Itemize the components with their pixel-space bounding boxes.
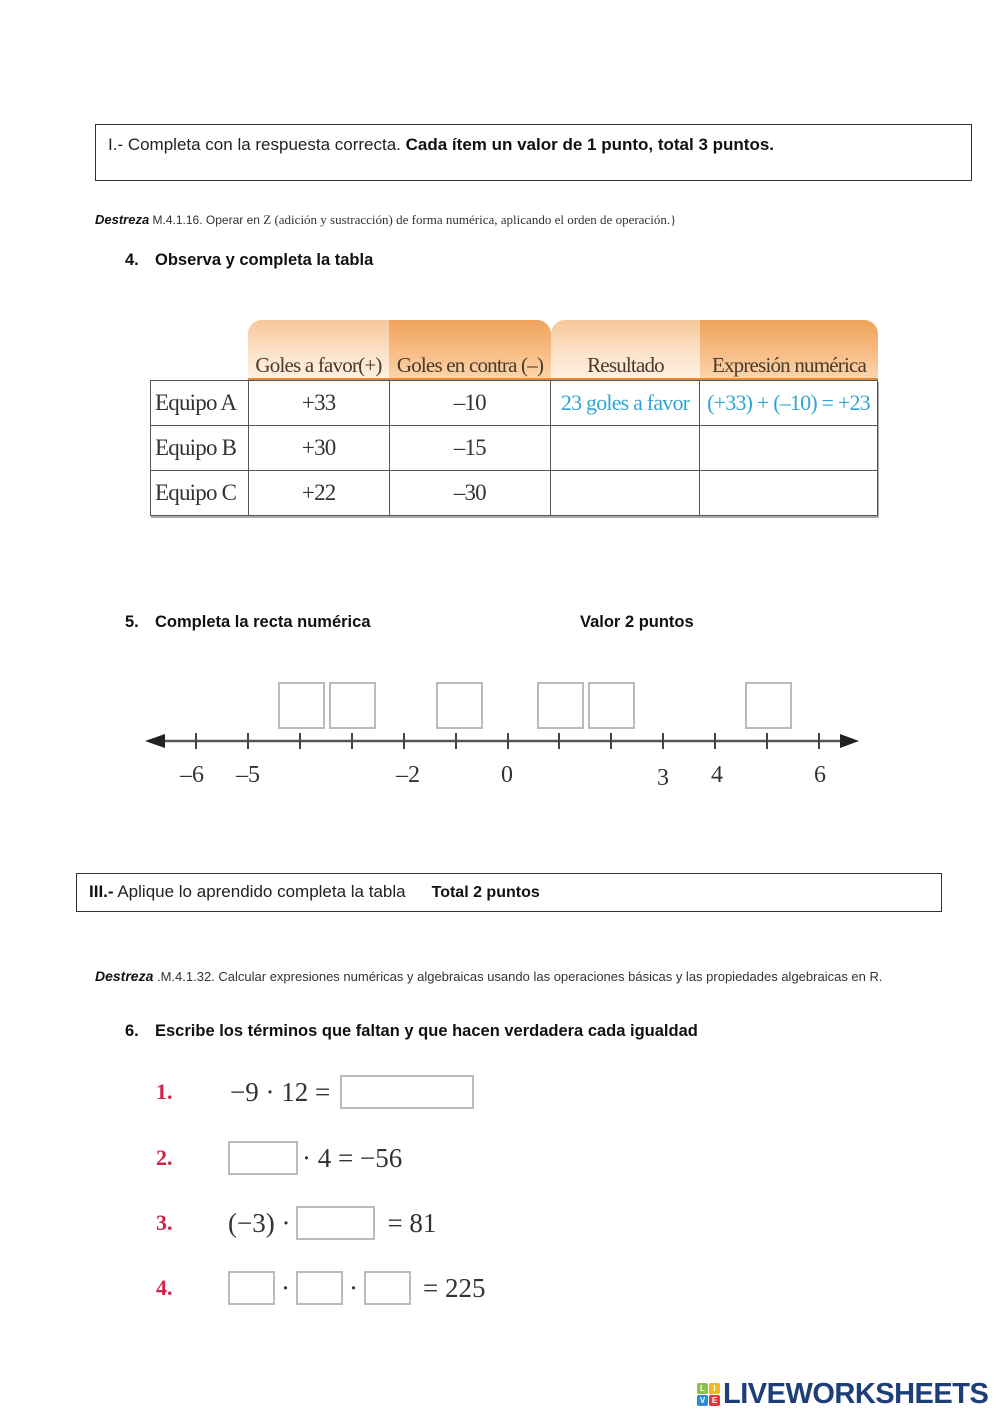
destreza-2-description: .M.4.1.32. Calcular expresiones numéricas y algebraicas usando las operaciones básicas y las propiedades algebraicas en R. xyxy=(153,969,883,984)
multiply-dot: · xyxy=(349,1272,358,1303)
multiply-dot: · xyxy=(281,1272,290,1303)
section-1-header-box xyxy=(95,124,972,181)
svg-text:–2: –2 xyxy=(396,762,420,788)
goals-table xyxy=(150,320,878,516)
goles-favor: +22 xyxy=(248,471,389,516)
number-line-blank-box[interactable] xyxy=(278,682,325,729)
equation-number: 3. xyxy=(156,1210,173,1235)
equation-4-answer-box-1[interactable] xyxy=(228,1271,275,1305)
table-row xyxy=(151,471,878,516)
equation-4 xyxy=(156,1270,556,1306)
goles-contra: –10 xyxy=(389,381,551,426)
number-line-blank-box[interactable] xyxy=(329,682,376,729)
arrow-right-icon xyxy=(840,734,859,748)
live-letter: E xyxy=(709,1395,720,1406)
question-6-number: 6. xyxy=(125,1022,139,1040)
goles-favor: +33 xyxy=(248,381,389,426)
svg-text:0: 0 xyxy=(501,762,513,788)
number-line-blank-box[interactable] xyxy=(436,682,483,729)
equation-number: 1. xyxy=(156,1079,173,1104)
equation-2 xyxy=(156,1140,556,1176)
table-row xyxy=(151,426,878,471)
header-expresion-numerica: Expresión numérica xyxy=(700,320,878,380)
equation-1 xyxy=(156,1074,556,1110)
header-underline xyxy=(248,378,878,380)
equation-right-side: = 81 xyxy=(387,1207,437,1238)
destreza-1-label: Destreza xyxy=(95,212,150,227)
live-letter: V xyxy=(697,1395,708,1406)
equation-4-answer-box-2[interactable] xyxy=(296,1271,343,1305)
section-1-instructions xyxy=(108,135,774,155)
svg-text:6: 6 xyxy=(814,762,826,788)
goles-favor: +30 xyxy=(248,426,389,471)
equation-right-side: · 4 = −56 xyxy=(302,1142,403,1173)
table-header-row xyxy=(150,320,878,380)
number-line-blank-box[interactable] xyxy=(745,682,792,729)
destreza-2 xyxy=(95,966,927,987)
equation-3-answer-box[interactable] xyxy=(296,1206,375,1240)
svg-text:3: 3 xyxy=(657,765,669,791)
section-3-instructions xyxy=(89,882,540,902)
equation-left-side: (−3) · xyxy=(228,1207,291,1238)
resultado-input-cell[interactable] xyxy=(551,471,700,516)
question-5-title xyxy=(125,613,371,632)
equation-3 xyxy=(156,1205,556,1241)
equation-4-answer-box-3[interactable] xyxy=(364,1271,411,1305)
question-5-number: 5. xyxy=(125,613,139,631)
team-name: Equipo C xyxy=(151,471,249,516)
expresion-cell: (+33) + (–10) = +23 xyxy=(700,381,878,426)
equation-1-answer-box[interactable] xyxy=(340,1075,474,1109)
question-4-title xyxy=(125,251,373,270)
live-letter: L xyxy=(697,1383,708,1394)
section-3-text: Aplique lo aprendido completa la tabla xyxy=(113,882,406,901)
expresion-input-cell[interactable] xyxy=(700,471,878,516)
goles-contra: –30 xyxy=(389,471,551,516)
section-3-header-box xyxy=(76,873,942,912)
number-line xyxy=(140,675,870,795)
team-name: Equipo B xyxy=(151,426,249,471)
header-resultado: Resultado xyxy=(551,320,700,380)
section-3-prefix: III.- xyxy=(89,882,114,901)
section-3-points: Total 2 puntos xyxy=(431,884,540,901)
header-goles-a-favor: Goles a favor(+) xyxy=(248,320,389,380)
destreza-1 xyxy=(95,212,676,228)
svg-text:–5: –5 xyxy=(236,762,260,788)
number-line-blank-box[interactable] xyxy=(537,682,584,729)
live-grid-icon xyxy=(697,1383,720,1406)
section-1-points: Cada ítem un valor de 1 punto, total 3 puntos. xyxy=(405,135,775,154)
equation-right-side: = 225 xyxy=(423,1272,486,1303)
destreza-1-description: Z (adición y sustracción) de forma numérica, aplicando el orden de operación.} xyxy=(263,212,677,227)
equation-number: 2. xyxy=(156,1145,173,1170)
team-name: Equipo A xyxy=(151,381,249,426)
resultado-cell: 23 goles a favor xyxy=(551,381,700,426)
number-line-blank-box[interactable] xyxy=(588,682,635,729)
live-letter: I xyxy=(709,1383,720,1394)
equation-left-side: −9 · 12 = xyxy=(230,1076,331,1107)
equation-2-answer-box[interactable] xyxy=(228,1141,298,1175)
section-1-prefix: I.- Completa con la respuesta correcta. xyxy=(108,135,406,154)
question-5-text: Completa la recta numérica xyxy=(155,613,371,631)
logo-text: LIVEWORKSHEETS xyxy=(723,1378,989,1410)
svg-text:–6: –6 xyxy=(180,762,204,788)
question-6-title xyxy=(125,1022,698,1041)
resultado-input-cell[interactable] xyxy=(551,426,700,471)
liveworksheets-logo xyxy=(697,1378,988,1411)
expresion-input-cell[interactable] xyxy=(700,426,878,471)
goals-grid xyxy=(150,380,878,516)
arrow-left-icon xyxy=(145,734,165,748)
goles-contra: –15 xyxy=(389,426,551,471)
question-4-number: 4. xyxy=(125,251,139,269)
destreza-2-label: Destreza xyxy=(95,968,154,984)
destreza-1-code: M.4.1.16. Operar en xyxy=(149,213,264,227)
question-5-value: Valor 2 puntos xyxy=(580,613,694,631)
question-6-text: Escribe los términos que faltan y que hacen verdadera cada igualdad xyxy=(155,1022,698,1040)
question-4-text: Observa y completa la tabla xyxy=(155,251,374,269)
equation-number: 4. xyxy=(156,1275,173,1300)
table-row xyxy=(151,381,878,426)
header-goles-en-contra: Goles en contra (–) xyxy=(389,320,551,380)
svg-text:4: 4 xyxy=(711,762,723,788)
